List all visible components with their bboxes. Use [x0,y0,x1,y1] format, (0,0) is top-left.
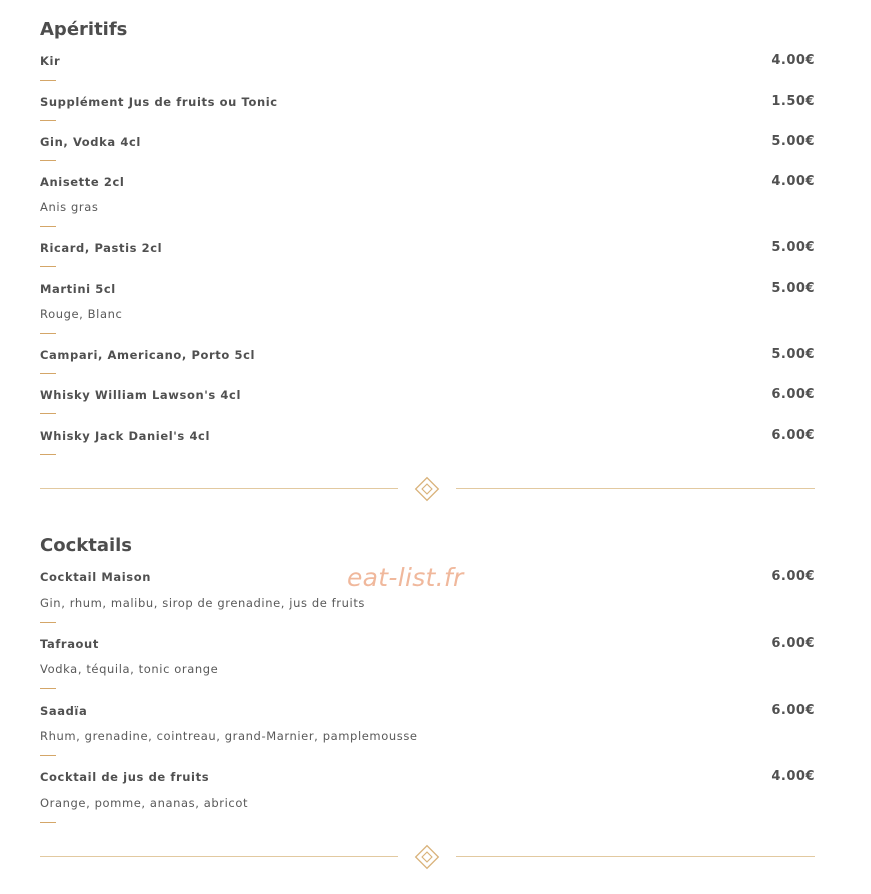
item-separator-dash [40,226,56,227]
item-separator-dash [40,160,56,161]
item-name: Cocktail Maison [40,570,152,584]
item-price: 5.00€ [771,347,815,362]
section-divider [40,476,815,502]
item-price: 5.00€ [771,134,815,149]
item-name: Martini 5cl [40,282,116,296]
item-description: Anis gras [40,200,99,214]
item-separator-dash [40,413,56,414]
item-separator-dash [40,755,56,756]
item-separator-dash [40,266,56,267]
watermark-text: eat-list.fr [347,563,464,592]
item-price: 4.00€ [771,174,815,189]
item-name: Tafraout [40,637,99,651]
item-price: 6.00€ [771,703,815,718]
item-description: Orange, pomme, ananas, abricot [40,796,249,810]
item-price: 4.00€ [771,769,815,784]
item-separator-dash [40,688,56,689]
item-price: 6.00€ [771,387,815,402]
item-separator-dash [40,454,56,455]
item-price: 4.00€ [771,53,815,68]
section-title: Apéritifs [40,19,128,40]
item-separator-dash [40,120,56,121]
item-name: Kir [40,54,61,68]
divider-line-left [40,856,398,857]
item-name: Gin, Vodka 4cl [40,135,141,149]
item-price: 6.00€ [771,428,815,443]
item-price: 5.00€ [771,240,815,255]
item-separator-dash [40,333,56,334]
item-name: Saadïa [40,704,88,718]
item-name: Cocktail de jus de fruits [40,770,210,784]
item-name: Whisky Jack Daniel's 4cl [40,429,211,443]
item-description: Gin, rhum, malibu, sirop de grenadine, jus de fruits [40,596,366,610]
item-name: Campari, Americano, Porto 5cl [40,348,256,362]
diamond-ornament-icon [414,844,440,870]
divider-line-right [456,856,815,857]
item-name: Whisky William Lawson's 4cl [40,388,241,402]
item-separator-dash [40,373,56,374]
section-divider [40,844,815,870]
item-description: Vodka, téquila, tonic orange [40,662,219,676]
item-price: 5.00€ [771,281,815,296]
item-price: 6.00€ [771,636,815,651]
item-description: Rouge, Blanc [40,307,123,321]
item-name: Ricard, Pastis 2cl [40,241,163,255]
section-title: Cocktails [40,535,133,556]
divider-line-left [40,488,398,489]
item-price: 1.50€ [771,94,815,109]
item-separator-dash [40,622,56,623]
item-separator-dash [40,80,56,81]
item-name: Supplément Jus de fruits ou Tonic [40,95,278,109]
item-price: 6.00€ [771,569,815,584]
diamond-ornament-icon [414,476,440,502]
item-separator-dash [40,822,56,823]
divider-line-right [456,488,815,489]
item-name: Anisette 2cl [40,175,125,189]
item-description: Rhum, grenadine, cointreau, grand-Marnier, pamplemousse [40,729,418,743]
